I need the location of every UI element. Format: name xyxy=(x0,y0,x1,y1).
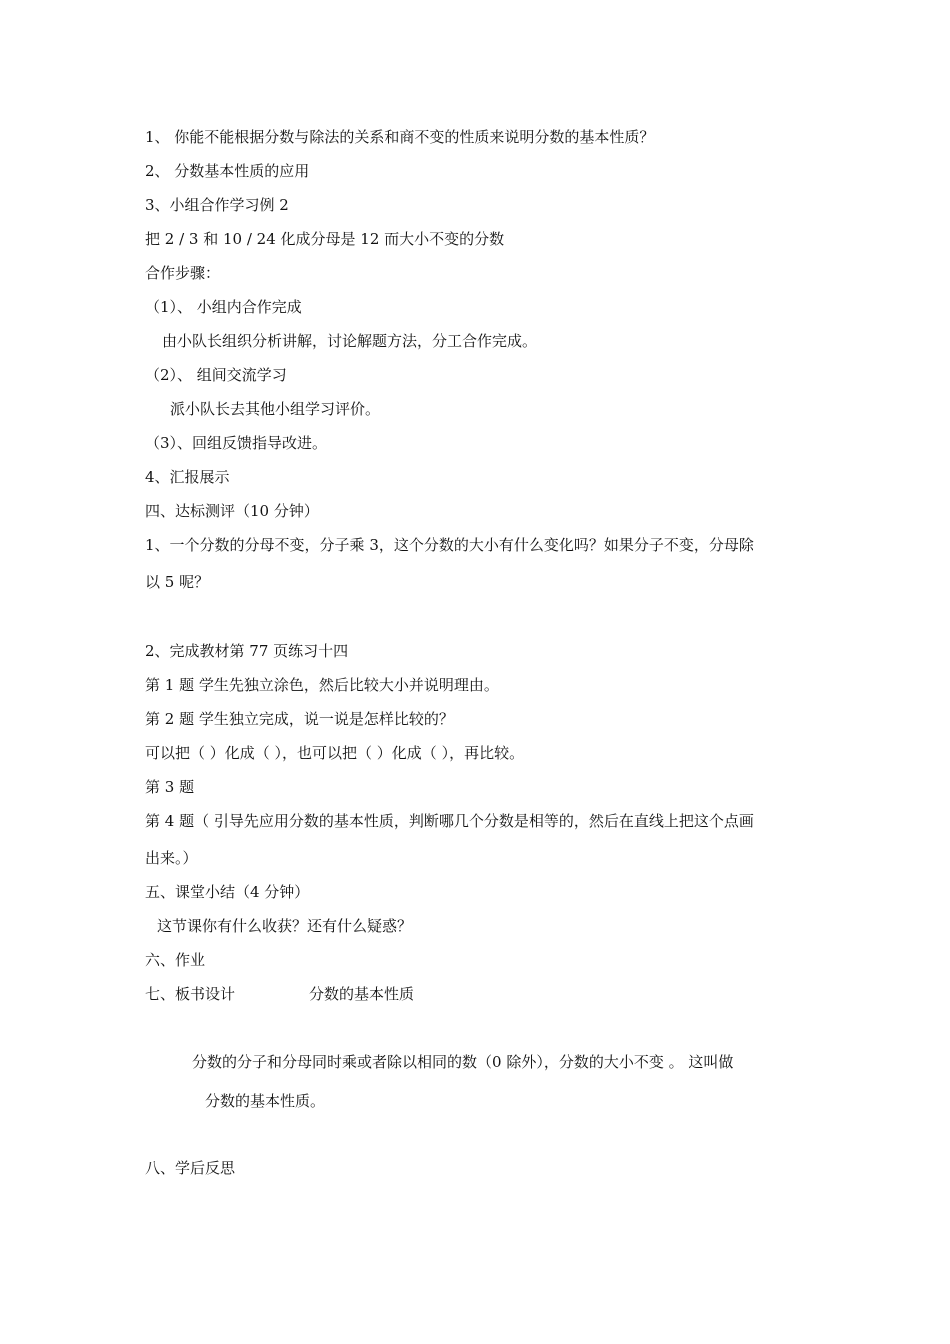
text-line: （1）、 小组内合作完成 xyxy=(145,298,302,316)
text-line: 第 1 题 学生先独立涂色，然后比较大小并说明理由。 xyxy=(145,676,499,694)
text-line: 第 4 题（ 引导先应用分数的基本性质，判断哪几个分数是相等的，然后在直线上把这个点画 xyxy=(145,812,754,830)
text-line: 由小队长组织分析讲解，讨论解题方法，分工合作完成。 xyxy=(162,332,538,350)
text-line: 第 3 题 xyxy=(145,778,195,796)
text-line: 1、 你能不能根据分数与除法的关系和商不变的性质来说明分数的基本性质？ xyxy=(145,128,655,146)
text-line: 这节课你有什么收获？还有什么疑惑？ xyxy=(157,917,413,935)
text-line: 把 2 / 3 和 10 / 24 化成分母是 12 而大小不变的分数 xyxy=(145,230,505,248)
text-line: （3）、回组反馈指导改进。 xyxy=(145,434,328,452)
text-line: 以 5 呢？ xyxy=(145,573,210,591)
text-line: 四、达标测评（10 分钟） xyxy=(145,502,319,520)
text-line: 2、 分数基本性质的应用 xyxy=(145,162,310,180)
text-line: 第 2 题 学生独立完成，说一说是怎样比较的？ xyxy=(145,710,454,728)
board-design-line xyxy=(145,984,414,1004)
text-line: 五、课堂小结（4 分钟） xyxy=(145,883,310,901)
text-line: 派小队长去其他小组学习评价。 xyxy=(170,400,381,418)
board-design-label: 七、板书设计 xyxy=(145,985,236,1003)
text-line: 分数的分子和分母同时乘或者除以相同的数（0 除外），分数的大小不变 。 这叫做 xyxy=(192,1053,734,1071)
text-line: 1、一个分数的分母不变，分子乘 3，这个分数的大小有什么变化吗？如果分子不变，分母除 xyxy=(145,536,754,554)
text-line: 合作步骤： xyxy=(145,264,221,282)
text-line: 出来。） xyxy=(145,849,198,867)
text-line: 4、汇报展示 xyxy=(145,468,230,486)
text-line: 六、作业 xyxy=(145,951,206,969)
text-line: 2、完成教材第 77 页练习十四 xyxy=(145,642,349,660)
text-line: 可以把（ ）化成（ ），也可以把（ ）化成（ ），再比较。 xyxy=(145,744,525,762)
text-line: （2）、 组间交流学习 xyxy=(145,366,287,384)
text-line: 分数的基本性质。 xyxy=(205,1092,326,1110)
text-line: 3、小组合作学习例 2 xyxy=(145,196,289,214)
board-design-title: 分数的基本性质 xyxy=(309,985,415,1003)
text-line: 八、学后反思 xyxy=(145,1159,236,1177)
